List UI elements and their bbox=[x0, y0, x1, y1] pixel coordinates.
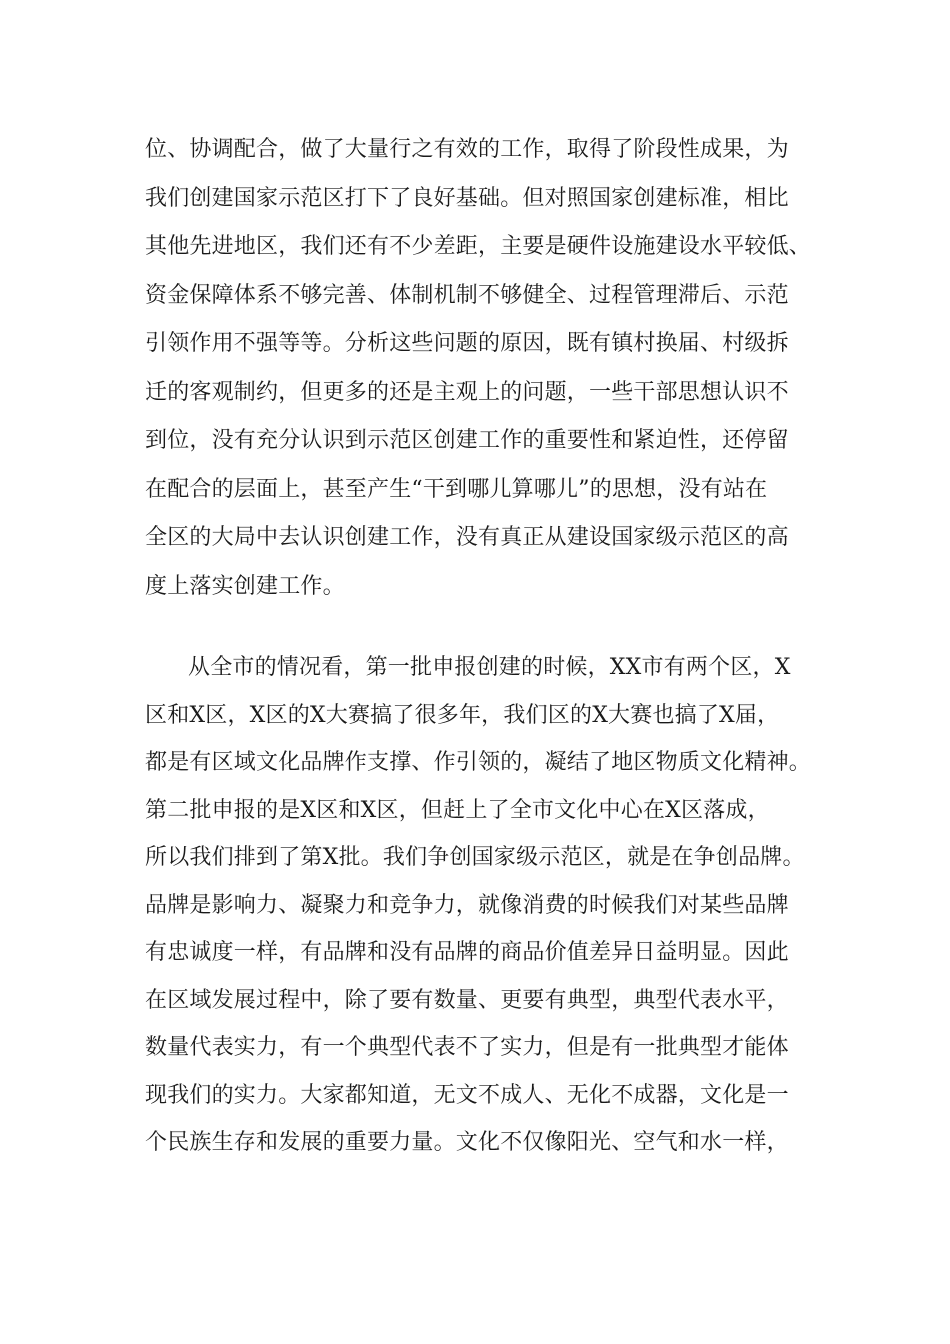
text-line: 有忠诚度一样，有品牌和没有品牌的商品价值差异日益明显。因此 bbox=[145, 940, 789, 965]
text-line: 现我们的实力。大家都知道，无文不成人、无化不成器，文化是一 bbox=[145, 1082, 789, 1108]
text-line: 数量代表实力，有一个典型代表不了实力，但是有一批典型才能体 bbox=[145, 1035, 789, 1060]
text-line: 位、协调配合，做了大量行之有效的工作，取得了阶段性成果，为 bbox=[145, 137, 789, 162]
text-line: 其他先进地区，我们还有不少差距，主要是硬件设施建设水平较低、 bbox=[145, 234, 812, 259]
text-line: 第二批申报的是X区和X区，但赶上了全市文化中心在X区落成， bbox=[145, 797, 770, 823]
text-line: 所以我们排到了第X批。我们争创国家级示范区，就是在争创品牌。 bbox=[145, 845, 805, 870]
text-line: 迁的客观制约，但更多的还是主观上的问题，一些干部思想认识不 bbox=[145, 379, 789, 405]
text-line: 品牌是影响力、凝聚力和竞争力，就像消费的时候我们对某些品牌 bbox=[145, 892, 789, 918]
text-line: 在配合的层面上，甚至产生“干到哪儿算哪儿”的思想，没有站在 bbox=[145, 476, 768, 502]
text-line: 到位，没有充分认识到示范区创建工作的重要性和紧迫性，还停留 bbox=[145, 428, 789, 453]
text-line: 全区的大局中去认识创建工作，没有真正从建设国家级示范区的高 bbox=[145, 525, 789, 550]
text-line: 在区域发展过程中，除了要有数量、更要有典型，典型代表水平， bbox=[145, 987, 789, 1013]
text-line: 度上落实创建工作。 bbox=[145, 573, 345, 599]
text-line: 都是有区域文化品牌作支撑、作引领的，凝结了地区物质文化精神。 bbox=[145, 750, 812, 775]
text-line: 资金保障体系不够完善、体制机制不够健全、过程管理滞后、示范 bbox=[145, 282, 789, 308]
text-line: 我们创建国家示范区打下了良好基础。但对照国家创建标准，相比 bbox=[145, 185, 789, 211]
text-line: 区和X区，X区的X大赛搞了很多年，我们区的X大赛也搞了X届， bbox=[145, 702, 780, 728]
text-line: 个民族生存和发展的重要力量。文化不仅像阳光、空气和水一样， bbox=[145, 1130, 789, 1155]
text-line: 从全市的情况看，第一批申报创建的时候，XX市有两个区，X bbox=[188, 655, 791, 680]
text-line: 引领作用不强等等。分析这些问题的原因，既有镇村换届、村级拆 bbox=[145, 331, 789, 356]
